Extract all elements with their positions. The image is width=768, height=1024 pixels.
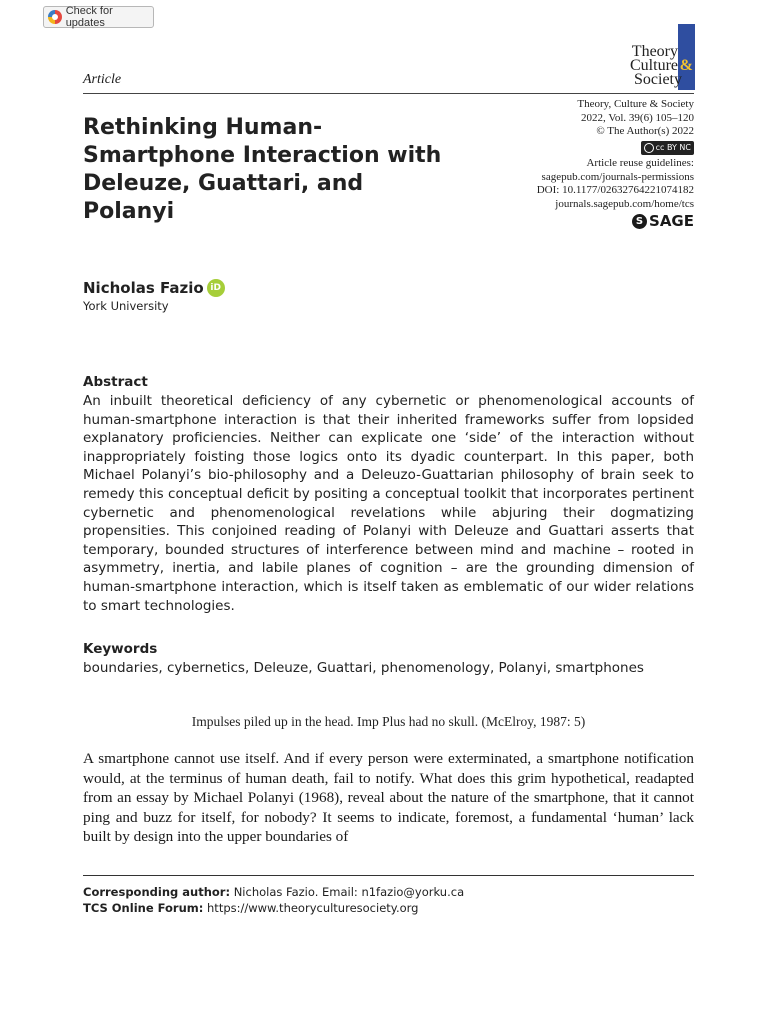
article-type: Article — [83, 72, 122, 87]
corresponding-author-text: Nicholas Fazio. Email: n1fazio@yorku.ca — [233, 885, 465, 899]
logo-word-theory: Theory — [631, 43, 678, 60]
reuse-label: Article reuse guidelines: — [586, 157, 694, 169]
journal-logo — [608, 24, 694, 90]
online-forum-link[interactable]: https://www.theoryculturesociety.org — [207, 901, 419, 915]
cc-icon — [644, 143, 654, 153]
online-forum-label: TCS Online Forum: — [83, 901, 204, 915]
abstract-heading: Abstract — [83, 374, 148, 390]
abstract-text: An inbuilt theoretical deficiency of any cybernetic or phenomenological accounts of human-smartphone interaction is that their inherited frameworks suffer from lopsided explanatory proficiencies. Neither can explicate one ‘side’ of the interaction without inappropriately foisting those logics onto its dyadic counterpart. In this paper, both Michael Polanyi’s bio-philosophy and a Deleuzo-Guattarian philosophy of brain seek to remedy this conceptual deficit by positing a conceptual toolkit that incorporates pertinent cybernetic and phenomenological revelations while abjuring their dogmatizing propensities. This conjoined reading of Polanyi with Deleuze and Guattari asserts that temporary, bounded structures of interference between mind and machine – rooted in asymmetry, inertia, and labile planes of cognition – are the grounding dimension of human-smartphone interaction, which is itself taken as emblematic of our wider relations to smart technologies. — [83, 393, 694, 614]
check-for-updates-label: Check for updates — [65, 5, 113, 29]
footnote-rule — [83, 875, 694, 876]
author-name: Nicholas Fazio — [83, 279, 204, 297]
journal-url[interactable]: journals.sagepub.com/home/tcs — [555, 197, 694, 210]
footnotes — [83, 884, 464, 916]
logo-word-society: Society — [634, 71, 682, 88]
logo-word-culture: Culture — [630, 57, 678, 74]
keywords-text: boundaries, cybernetics, Deleuze, Guattari, phenomenology, Polanyi, smartphones — [83, 660, 644, 676]
crossmark-icon — [48, 10, 62, 24]
online-forum-note — [83, 900, 464, 916]
cc-license-label: cc BY NC — [655, 142, 691, 152]
corresponding-author-label: Corresponding author: — [83, 885, 231, 899]
journal-volume: 2022, Vol. 39(6) 105–120 — [581, 111, 694, 124]
orcid-icon[interactable]: iD — [207, 279, 225, 297]
corresponding-author-note — [83, 884, 464, 900]
reuse-link[interactable]: sagepub.com/journals-permissions — [541, 170, 694, 183]
publisher-logo — [632, 212, 694, 230]
sage-s-icon: S — [632, 214, 647, 229]
check-for-updates-button[interactable] — [43, 6, 154, 28]
copyright: © The Author(s) 2022 — [596, 125, 694, 137]
article-title: Rethinking Human-Smartphone Interaction with Deleuze, Guattari, and Polanyi — [83, 115, 442, 224]
header-rule — [83, 93, 694, 94]
logo-ampersand: & — [679, 57, 693, 74]
publisher-logo-text: SAGE — [649, 212, 694, 230]
doi[interactable]: DOI: 10.1177/02632764221074182 — [536, 184, 694, 196]
journal-name: Theory, Culture & Society — [577, 98, 694, 110]
epigraph: Impulses piled up in the head. Imp Plus had no skull. (McElroy, 1987: 5) — [191, 714, 586, 729]
body-paragraph: A smartphone cannot use itself. And if every person were exterminated, a smartphone notification would, at the terminus of human death, fail to notify. What does this grim hypothetical, readapted from an essay by Michael Polanyi (1968), reveal about the nature of the smartphone, that it cannot ping and buzz for itself, for nobody? It seems to indicate, foremost, a fundamental ‘human’ lack built by design into the upper boundaries of — [83, 750, 694, 846]
author — [83, 279, 225, 297]
author-affiliation: York University — [83, 299, 169, 313]
journal-meta — [537, 98, 694, 211]
cc-license-badge[interactable] — [641, 141, 694, 155]
keywords-heading: Keywords — [83, 641, 158, 657]
